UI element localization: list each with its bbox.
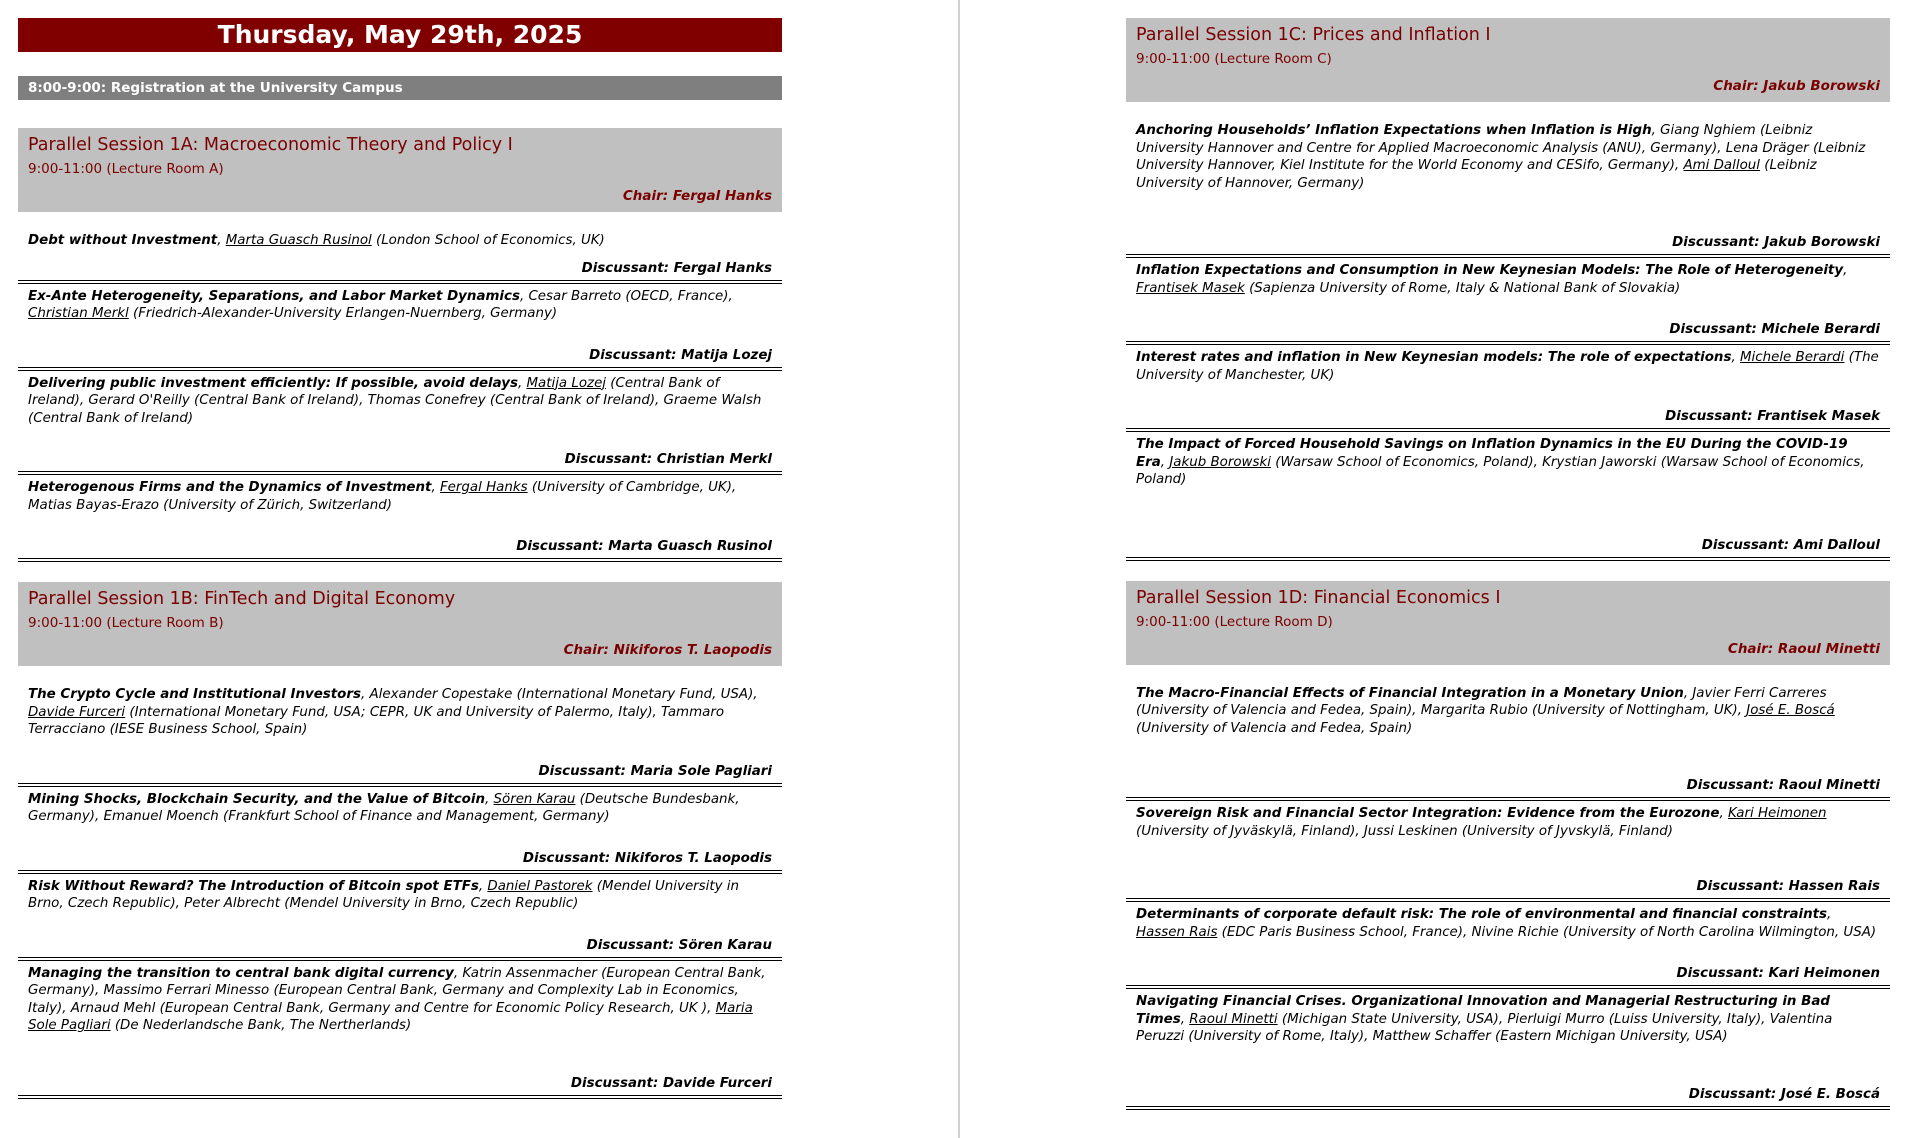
paper-presenter: Kari Heimonen — [1728, 806, 1827, 821]
paper-presenter: Christian Merkl — [28, 306, 129, 321]
paper-entry — [1126, 902, 1890, 983]
day-title: Thursday, May 29th, 2025 — [18, 18, 782, 52]
session-chair: Chair: Fergal Hanks — [622, 188, 772, 204]
paper-entry — [1126, 801, 1890, 896]
paper-authors-after: (London School of Economics, UK) — [371, 233, 605, 248]
paper-discussant: Discussant: José E. Boscá — [1688, 1086, 1880, 1102]
paper-authors-before: , — [517, 375, 527, 391]
paper-authors-before: , Giang Nghiem (Leibniz University Hannover and Centre for Applied Macroeconomic Analysis (ANU), Germany), Lena Dräger (Leibniz University Hannover, Kiel Institute for the World Economy and CESifo, Germany), — [1136, 123, 1866, 173]
left-sessions — [18, 128, 782, 1099]
paper-citation — [1136, 665, 1880, 738]
paper-citation — [28, 874, 772, 913]
paper-presenter: Michele Berardi — [1739, 350, 1845, 365]
paper-presenter: Jakub Borowski — [1169, 454, 1271, 470]
paper-citation — [1136, 801, 1880, 840]
paper-authors-before: , — [1160, 454, 1170, 470]
paper-authors-after: (Central Bank of Ireland), Gerard O'Reilly (Central Bank of Ireland), Thomas Conefrey (Central Bank of Ireland), Graeme Walsh (Central Bank of Ireland) — [28, 375, 762, 426]
paper-citation — [1136, 102, 1880, 192]
paper-discussant: Discussant: Maria Sole Pagliari — [538, 763, 772, 779]
paper-authors-before: , — [1719, 806, 1728, 821]
paper-discussant: Discussant: Matija Lozej — [589, 347, 772, 363]
paper-citation — [28, 284, 772, 323]
session-header — [18, 128, 782, 212]
paper-authors-before: , — [1843, 263, 1848, 278]
paper-entry — [1126, 258, 1890, 339]
double-rule-divider — [18, 558, 782, 562]
paper-entry — [1126, 432, 1890, 555]
paper-entry — [18, 371, 782, 470]
paper-discussant: Discussant: Hassen Rais — [1696, 879, 1880, 894]
paper-title: Delivering public investment efficiently: If possible, avoid delays — [28, 375, 518, 391]
paper-authors-before: , — [217, 233, 226, 248]
paper-authors-after: (International Monetary Fund, USA; CEPR, UK and University of Palermo, Italy), Tammaro Terracciano (IESE Business School, Spain) — [28, 704, 725, 737]
paper-presenter: Hassen Rais — [1136, 924, 1218, 940]
paper-authors-after: (University of Cambridge, UK), Matias Bayas-Erazo (University of Zürich, Switzerland) — [28, 480, 737, 513]
paper-entry — [18, 475, 782, 556]
paper-authors-after: (Warsaw School of Economics, Poland), Krystian Jaworski (Warsaw School of Economics, Poland) — [1136, 454, 1865, 487]
paper-presenter: Matija Lozej — [526, 375, 607, 391]
paper-discussant: Discussant: Nikiforos T. Laopodis — [522, 850, 772, 866]
registration-bar: 8:00-9:00: Registration at the University Campus — [18, 76, 782, 100]
paper-presenter: Fergal Hanks — [439, 480, 528, 495]
paper-authors-before: , — [1731, 350, 1740, 365]
session-time: 9:00-11:00 (Lecture Room C) — [1136, 51, 1332, 67]
paper-discussant: Discussant: Raoul Minetti — [1686, 778, 1880, 793]
session-chair: Chair: Jakub Borowski — [1713, 78, 1880, 94]
paper-citation — [1136, 258, 1880, 297]
session-title: Parallel Session 1C: Prices and Inflation I — [1136, 25, 1491, 45]
paper-discussant: Discussant: Frantisek Masek — [1665, 409, 1880, 424]
paper-authors-before: , — [484, 791, 494, 807]
paper-citation — [1136, 902, 1880, 941]
double-rule-divider — [1126, 1106, 1890, 1110]
double-rule-divider — [1126, 557, 1890, 561]
paper-citation — [1136, 345, 1880, 384]
paper-presenter: Marta Guasch Rusinol — [225, 233, 372, 248]
paper-authors-after: (EDC Paris Business School, France), Nivine Richie (University of North Carolina Wilmington, USA) — [1217, 924, 1877, 940]
paper-authors-after: (University of Jyväskylä, Finland), Jussi Leskinen (University of Jyvskylä, Finland) — [1136, 823, 1673, 839]
paper-title: The Macro-Financial Effects of Financial Integration in a Monetary Union — [1136, 685, 1684, 701]
session-header — [1126, 581, 1890, 665]
paper-citation — [1136, 989, 1880, 1046]
paper-title: Mining Shocks, Blockchain Security, and the Value of Bitcoin — [28, 791, 485, 807]
paper-title: Inflation Expectations and Consumption in New Keynesian Models: The Role of Heterogeneity — [1136, 263, 1844, 278]
paper-title: Determinants of corporate default risk: The role of environmental and financial constraints — [1136, 907, 1827, 922]
session-time: 9:00-11:00 (Lecture Room D) — [1136, 613, 1333, 630]
paper-authors-before: , — [1180, 1011, 1190, 1027]
paper-authors-before: , — [478, 878, 488, 894]
paper-authors-after: (Deutsche Bundesbank, Germany), Emanuel Moench (Frankfurt School of Finance and Management, Germany) — [28, 791, 740, 824]
session-chair: Chair: Raoul Minetti — [1727, 640, 1880, 657]
paper-title: Navigating Financial Crises. Organizational Innovation and Managerial Restructuring in Bad Times — [1136, 994, 1830, 1027]
paper-title: The Crypto Cycle and Institutional Investors — [28, 687, 361, 702]
paper-presenter: Davide Furceri — [28, 704, 126, 720]
session-header — [1126, 18, 1890, 102]
paper-authors-before: , Katrin Assenmacher (European Central Bank, Germany), Massimo Ferrari Minesso (European Central Bank, Germany and Complexity Lab in Economics, Italy), Arnaud Mehl (European Central Bank, Germany and Centre for Economic Policy Research, UK ), — [28, 965, 766, 1016]
session-title: Parallel Session 1A: Macroeconomic Theory and Policy I — [28, 135, 513, 155]
session-title: Parallel Session 1D: Financial Economics I — [1136, 587, 1501, 608]
paper-authors-before: , Alexander Copestake (International Monetary Fund, USA), — [360, 687, 758, 702]
paper-authors-after: (University of Valencia and Fedea, Spain) — [1136, 720, 1413, 736]
paper-authors-after: (Sapienza University of Rome, Italy & National Bank of Slovakia) — [1244, 280, 1681, 296]
paper-entry — [1126, 102, 1890, 252]
right-sessions — [1126, 18, 1890, 1110]
paper-citation — [1136, 432, 1880, 489]
paper-entry — [18, 787, 782, 868]
paper-entry — [18, 666, 782, 781]
paper-title: The Impact of Forced Household Savings on Inflation Dynamics in the EU During the COVID-19 Era — [1136, 437, 1848, 470]
paper-discussant: Discussant: Davide Furceri — [570, 1075, 772, 1091]
left-column — [18, 18, 782, 1099]
paper-title: Debt without Investment — [28, 233, 218, 248]
paper-discussant: Discussant: Sören Karau — [586, 937, 772, 953]
paper-citation — [28, 666, 772, 739]
paper-citation — [28, 961, 772, 1035]
paper-authors-after: (De Nederlandsche Bank, The Nertherlands) — [110, 1018, 412, 1033]
paper-title: Interest rates and inflation in New Keynesian models: The role of expectations — [1136, 350, 1732, 365]
paper-discussant: Discussant: Jakub Borowski — [1672, 235, 1880, 250]
paper-discussant: Discussant: Christian Merkl — [564, 452, 772, 467]
paper-entry — [18, 961, 782, 1093]
paper-title: Anchoring Households’ Inflation Expectations when Inflation is High — [1136, 123, 1652, 138]
paper-discussant: Discussant: Michele Berardi — [1669, 322, 1880, 337]
paper-authors-before: , — [431, 480, 440, 495]
paper-presenter: Raoul Minetti — [1189, 1011, 1278, 1027]
paper-authors-after: (Leibniz University of Hannover, Germany) — [1136, 158, 1817, 191]
paper-authors-after: (Michigan State University, USA), Pierluigi Murro (Luiss University, Italy), Valentina Peruzzi (University of Rome, Italy), Matthew Schaffer (Eastern Michigan University, USA) — [1136, 1011, 1833, 1044]
paper-citation — [28, 787, 772, 826]
paper-authors-after: (The University of Manchester, UK) — [1136, 350, 1879, 383]
double-rule-divider — [18, 1095, 782, 1099]
paper-authors-before: , — [1826, 907, 1832, 922]
paper-citation — [28, 371, 772, 428]
paper-presenter: Ami Dalloul — [1683, 158, 1760, 173]
paper-presenter: Maria Sole Pagliari — [28, 1000, 753, 1033]
paper-presenter: José E. Boscá — [1746, 703, 1835, 718]
session-title: Parallel Session 1B: FinTech and Digital Economy — [28, 589, 456, 609]
paper-title: Risk Without Reward? The Introduction of Bitcoin spot ETFs — [28, 878, 479, 894]
paper-discussant: Discussant: Marta Guasch Rusinol — [516, 539, 772, 554]
session-time: 9:00-11:00 (Lecture Room A) — [28, 161, 224, 177]
paper-discussant: Discussant: Kari Heimonen — [1676, 966, 1880, 981]
paper-title: Sovereign Risk and Financial Sector Integration: Evidence from the Eurozone — [1136, 806, 1720, 821]
session-chair: Chair: Nikiforos T. Laopodis — [563, 642, 772, 658]
paper-authors-after: (Mendel University in Brno, Czech Republic), Peter Albrecht (Mendel University in Brno, Czech Republic) — [28, 878, 740, 911]
paper-presenter: Sören Karau — [493, 791, 576, 807]
paper-authors-before: , Cesar Barreto (OECD, France), — [519, 288, 733, 304]
paper-entry — [1126, 345, 1890, 426]
column-divider — [958, 0, 960, 1138]
paper-entry — [1126, 989, 1890, 1104]
session-time: 9:00-11:00 (Lecture Room B) — [28, 615, 224, 631]
paper-citation — [28, 212, 772, 250]
paper-authors-before: , Javier Ferri Carreres (University of Valencia and Fedea, Spain), Margarita Rubio (University of Nottingham, UK), — [1136, 685, 1827, 718]
paper-entry — [18, 284, 782, 365]
paper-entry — [18, 212, 782, 278]
paper-title: Heterogenous Firms and the Dynamics of Investment — [28, 480, 432, 495]
paper-presenter: Frantisek Masek — [1136, 280, 1245, 296]
paper-discussant: Discussant: Ami Dalloul — [1701, 537, 1880, 553]
session-header — [18, 582, 782, 666]
paper-title: Ex-Ante Heterogeneity, Separations, and Labor Market Dynamics — [28, 288, 520, 304]
paper-discussant: Discussant: Fergal Hanks — [581, 260, 772, 276]
paper-entry — [18, 874, 782, 955]
paper-entry — [1126, 665, 1890, 796]
paper-title: Managing the transition to central bank digital currency — [28, 965, 454, 981]
paper-citation — [28, 475, 772, 514]
paper-presenter: Daniel Pastorek — [487, 878, 593, 894]
paper-authors-after: (Friedrich-Alexander-University Erlangen-Nuernberg, Germany) — [128, 306, 558, 321]
right-column — [1126, 18, 1890, 1110]
